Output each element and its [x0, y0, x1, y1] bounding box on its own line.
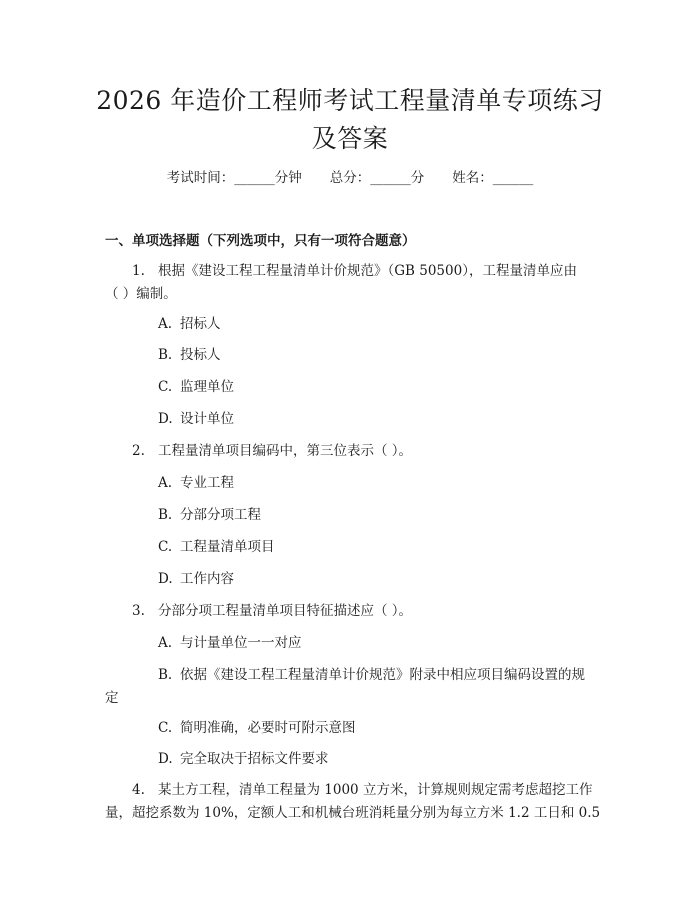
question-1-option-a: [158, 314, 221, 334]
exam-meta-row: [0, 168, 700, 188]
exam-time-field: 考试时间：______分钟: [166, 170, 302, 186]
question-4: [132, 780, 592, 800]
question-1: [132, 261, 577, 281]
option-label: A.: [158, 475, 173, 491]
question-3-option-c: [158, 718, 356, 738]
document-title-line-1: 2026 年造价工程师考试工程量清单专项练习: [96, 86, 604, 115]
question-3-option-b-continued: 定: [105, 690, 119, 706]
option-label: C.: [158, 379, 173, 395]
question-3-option-a: [158, 633, 302, 653]
question-1-continued: （ ）编制。: [105, 286, 177, 302]
question-3-option-b: [158, 665, 585, 685]
option-text: 投标人: [180, 347, 221, 363]
total-score-field: 总分：______分: [329, 170, 425, 186]
option-text: 分部分项工程: [180, 507, 261, 523]
question-number: 3.: [132, 603, 145, 619]
question-1-option-d: [158, 409, 234, 429]
option-text: 设计单位: [180, 411, 234, 427]
question-text: 工程量清单项目编码中，第三位表示（ ）。: [158, 443, 413, 459]
question-text: 根据《建设工程工程量清单计价规范》（GB 50500），工程量清单应由: [158, 263, 577, 279]
question-number: 4.: [132, 782, 145, 798]
option-label: D.: [158, 411, 173, 427]
question-3-option-d: [158, 749, 329, 769]
option-label: B.: [158, 347, 173, 363]
question-2-option-d: [158, 569, 234, 589]
question-2-option-a: [158, 473, 234, 493]
document-title-line-2: 及答案: [311, 124, 389, 153]
option-text: 工程量清单项目: [180, 539, 275, 555]
question-number: 1.: [132, 263, 145, 279]
option-text: 简明准确，必要时可附示意图: [180, 720, 356, 736]
option-text: 专业工程: [180, 475, 234, 491]
option-label: A.: [158, 316, 173, 332]
question-1-option-c: [158, 377, 234, 397]
question-text: 某土方工程，清单工程量为 1000 立方米，计算规则规定需考虑超挖工作: [158, 782, 593, 798]
question-2-option-c: [158, 537, 275, 557]
option-text: 工作内容: [180, 571, 234, 587]
question-number: 2.: [132, 443, 145, 459]
question-2: [132, 441, 412, 461]
option-text: 依据《建设工程工程量清单计价规范》附录中相应项目编码设置的规: [180, 667, 585, 683]
option-label: D.: [158, 571, 173, 587]
option-text: 招标人: [180, 316, 221, 332]
student-name-field: 姓名：______: [452, 170, 534, 186]
option-text: 与计量单位一一对应: [180, 635, 302, 651]
question-4-continued: 量，超挖系数为 10%，定额人工和机械台班消耗量分别为每立方米 1.2 工日和 0.5: [105, 805, 601, 821]
option-label: B.: [158, 507, 173, 523]
option-label: A.: [158, 635, 173, 651]
question-text: 分部分项工程量清单项目特征描述应（ ）。: [158, 603, 413, 619]
option-label: B.: [158, 667, 173, 683]
question-1-option-b: [158, 345, 221, 365]
option-label: C.: [158, 720, 173, 736]
option-text: 完全取决于招标文件要求: [180, 751, 329, 767]
option-text: 监理单位: [180, 379, 234, 395]
option-label: D.: [158, 751, 173, 767]
section-heading-single-choice: 一、单项选择题（下列选项中，只有一项符合题意）: [105, 233, 416, 249]
question-3: [132, 601, 412, 621]
option-label: C.: [158, 539, 173, 555]
question-2-option-b: [158, 505, 261, 525]
